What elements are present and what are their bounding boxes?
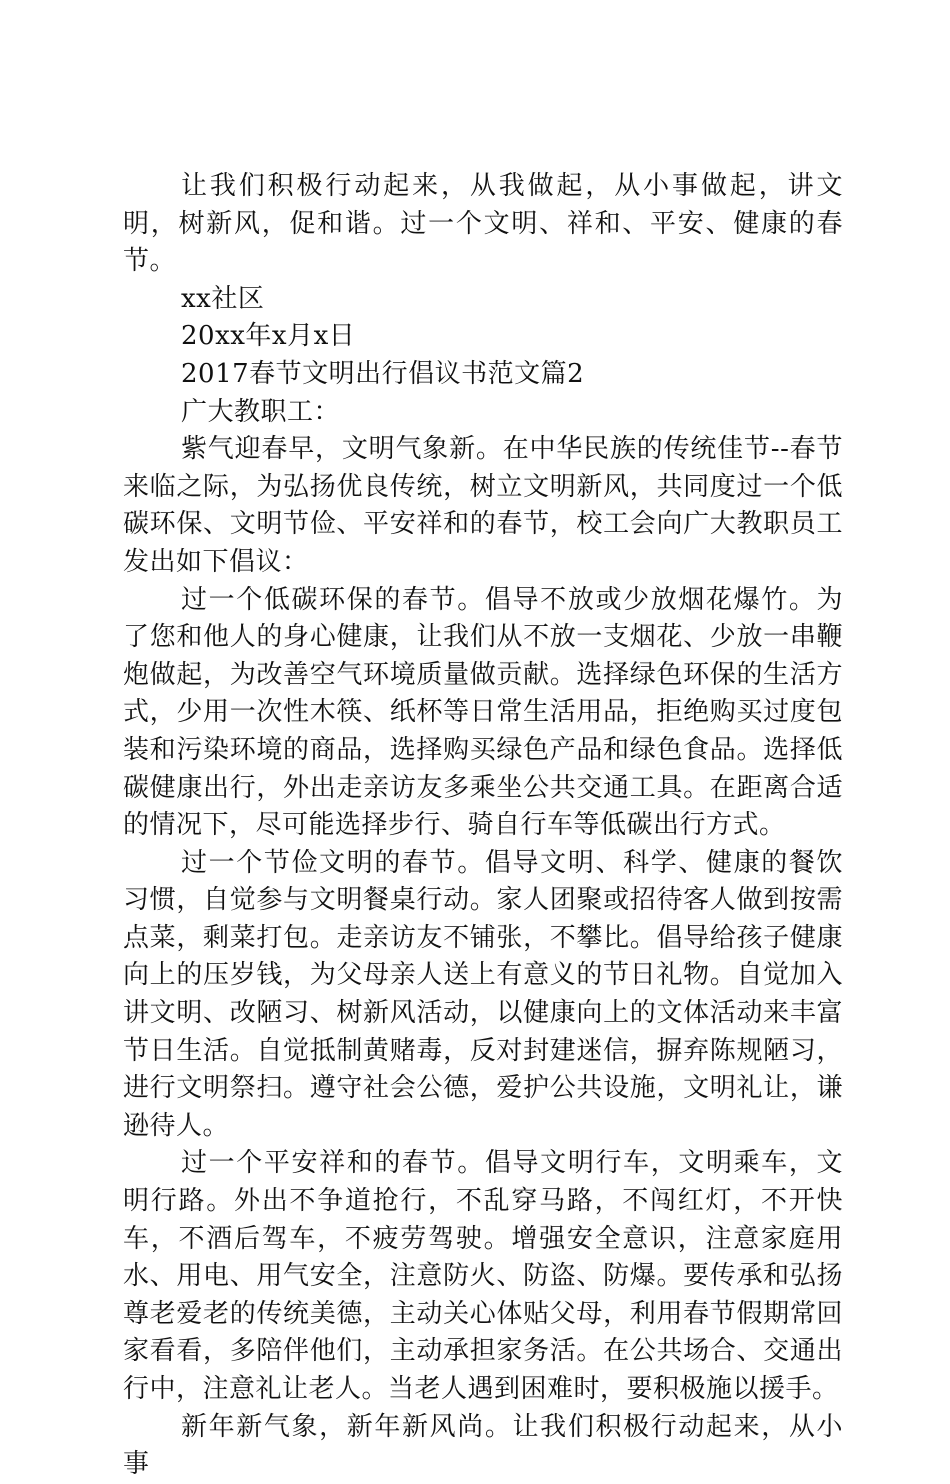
closing-call-paragraph: 让我们积极行动起来，从我做起，从小事做起，讲文明，树新风，促和谐。过一个文明、祥和、平安、健康的春节。 <box>123 171 843 277</box>
new-year-paragraph: 新年新气象，新年新风尚。让我们积极行动起来，从小事 <box>123 1411 843 1480</box>
signature-organization: xx社区 <box>181 283 265 314</box>
salutation: 广大教职工： <box>181 396 341 427</box>
safety-paragraph: 过一个平安祥和的春节。倡导文明行车，文明乘车，文明行路。外出不争道抢行，不乱穿马路，不闯红灯，不开快车，不酒后驾车，不疲劳驾驶。增强安全意识，注意家庭用水、用电、用气安全，注意防火、防盗、防爆。要传承和弘扬尊老爱老的传统美德，主动关心体贴父母，利用春节假期常回家看看，多陪伴他们，主动承担家务活。在公共场合、交通出行中，注意礼让老人。当老人遇到困难时，要积极施以援手。 <box>123 1148 843 1404</box>
intro-paragraph: 紫气迎春早，文明气象新。在中华民族的传统佳节--春节来临之际，为弘扬优良传统，树立文明新风，共同度过一个低碳环保、文明节俭、平安祥和的春节，校工会向广大教职员工发出如下倡议： <box>123 434 843 577</box>
section-title: 2017春节文明出行倡议书范文篇2 <box>181 358 585 389</box>
low-carbon-paragraph: 过一个低碳环保的春节。倡导不放或少放烟花爆竹。为了您和他人的身心健康，让我们从不放一支烟花、少放一串鞭炮做起，为改善空气环境质量做贡献。选择绿色环保的生活方式，少用一次性木筷、纸杯等日常生活用品，拒绝购买过度包装和污染环境的商品，选择购买绿色产品和绿色食品。选择低碳健康出行，外出走亲访友多乘坐公共交通工具。在距离合适的情况下，尽可能选择步行、骑自行车等低碳出行方式。 <box>123 584 843 841</box>
document-body <box>123 168 843 1484</box>
signature-date: 20xx年x月x日 <box>181 321 356 352</box>
frugal-paragraph: 过一个节俭文明的春节。倡导文明、科学、健康的餐饮习惯，自觉参与文明餐桌行动。家人团聚或招待客人做到按需点菜，剩菜打包。走亲访友不铺张，不攀比。倡导给孩子健康向上的压岁钱，为父母亲人送上有意义的节日礼物。自觉加入讲文明、改陋习、树新风活动，以健康向上的文体活动来丰富节日生活。自觉抵制黄赌毒，反对封建迷信，摒弃陈规陋习，进行文明祭扫。遵守社会公德，爱护公共设施，文明礼让，谦逊待人。 <box>123 847 843 1141</box>
